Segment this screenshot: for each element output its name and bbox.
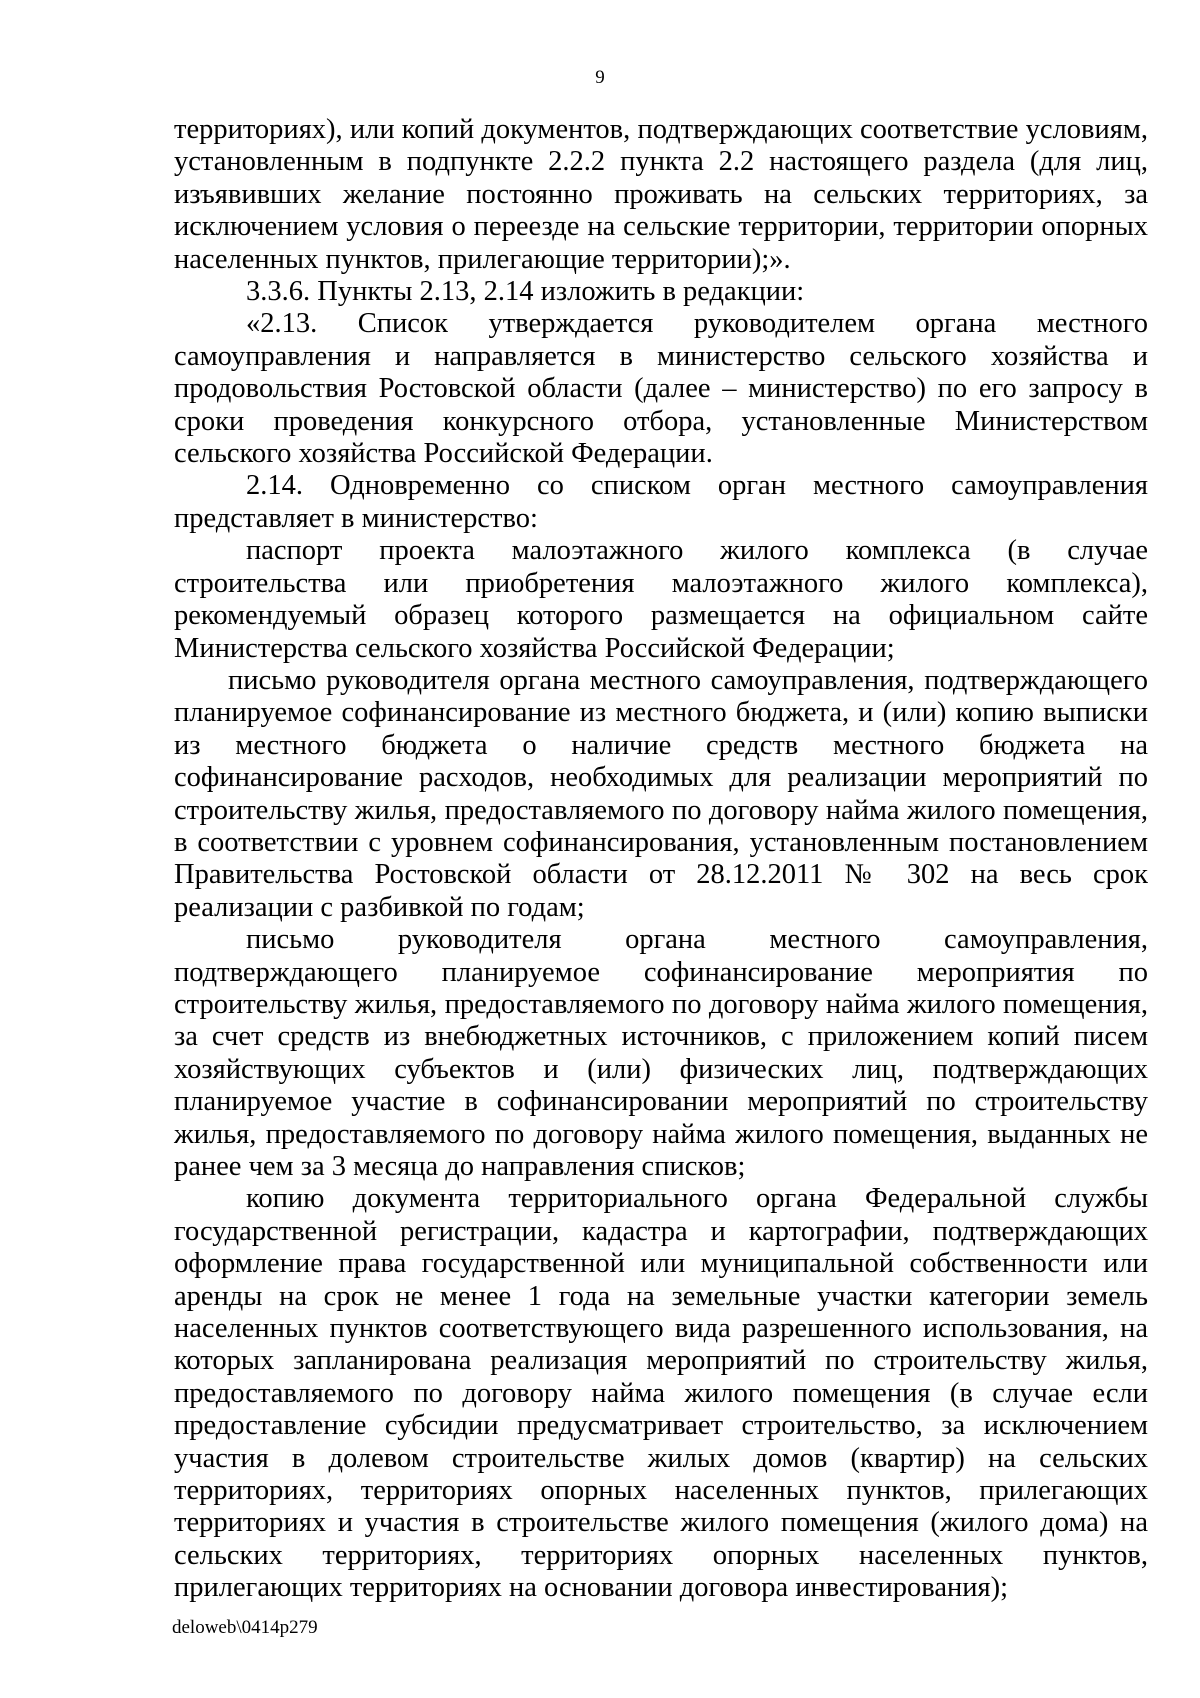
paragraph-item-2-14: 2.14. Одновременно со списком орган местного самоуправления представляет в министерство: bbox=[174, 470, 1148, 534]
paragraph-item-2-13: «2.13. Список утверждается руководителем органа местного самоуправления и направляется в министерство сельского хозяйства и продовольствия Ростовской области (далее – министерство) по его запросу в сроки проведения конкурсного отбора, установленные Министерством сельского хозяйства Российской Федерации. bbox=[174, 308, 1148, 470]
paragraph-project-passport: паспорт проекта малоэтажного жилого комплекса (в случае строительства или приобретения малоэтажного жилого комплекса), рекомендуемый образец которого размещается на официальном сайте Министерства сельского хозяйства Российской Федерации; bbox=[174, 535, 1148, 664]
page-number: 9 bbox=[595, 67, 605, 88]
document-body bbox=[174, 114, 1148, 1605]
paragraph-local-budget-letter: письмо руководителя органа местного самоуправления, подтверждающего планируемое софинансирование из местного бюджета, и (или) копию выписки из местного бюджета о наличие средств местного бюджета на софинансирование расходов, необходимых для реализации мероприятий по строительству жилья, предоставляемого по договору найма жилого помещения, в соответствии с уровнем софинансирования, установленным постановлением Правительства Ростовской области от 28.12.2011 № 302 на весь срок реализации с разбивкой по годам; bbox=[174, 664, 1148, 923]
paragraph-item-3-3-6: 3.3.6. Пункты 2.13, 2.14 изложить в редакции: bbox=[246, 276, 805, 308]
footer-document-code: deloweb\0414p279 bbox=[172, 1617, 318, 1638]
paragraph-extrabudgetary-letter: письмо руководителя органа местного самоуправления, подтверждающего планируемое софинансирование мероприятия по строительству жилья, предоставляемого по договору найма жилого помещения, за счет средств из внебюджетных источников, с приложением копий писем хозяйствующих субъектов и (или) физических лиц, подтверждающих планируемое участие в софинансировании мероприятий по строительству жилья, предоставляемого по договору найма жилого помещения, выданных не ранее чем за 3 месяца до направления списков; bbox=[174, 924, 1148, 1182]
paragraph-land-document-copy: копию документа территориального органа Федеральной службы государственной регистрации, кадастра и картографии, подтверждающих оформление права государственной или муниципальной собственности или аренды на срок не менее 1 года на земельные участки категории земель населенных пунктов соответствующего вида разрешенного использования, на которых запланирована реализация мероприятий по строительству жилья, предоставляемого по договору найма жилого помещения (в случае если предоставление субсидии предусматривает строительство, за исключением участия в долевом строительстве жилых домов (квартир) на сельских территориях, территориях опорных населенных пунктов, прилегающих территориях и участия в строительстве жилого помещения (жилого дома) на сельских территориях, территориях опорных населенных пунктов, прилегающих территориях на основании договора инвестирования); bbox=[174, 1183, 1148, 1604]
paragraph-continuation: территориях), или копий документов, подтверждающих соответствие условиям, установленным в подпункте 2.2.2 пункта 2.2 настоящего раздела (для лиц, изъявивших желание постоянно проживать на сельских территориях, за исключением условия о переезде на сельские территории, территории опорных населенных пунктов, прилегающие территории);». bbox=[174, 114, 1148, 275]
